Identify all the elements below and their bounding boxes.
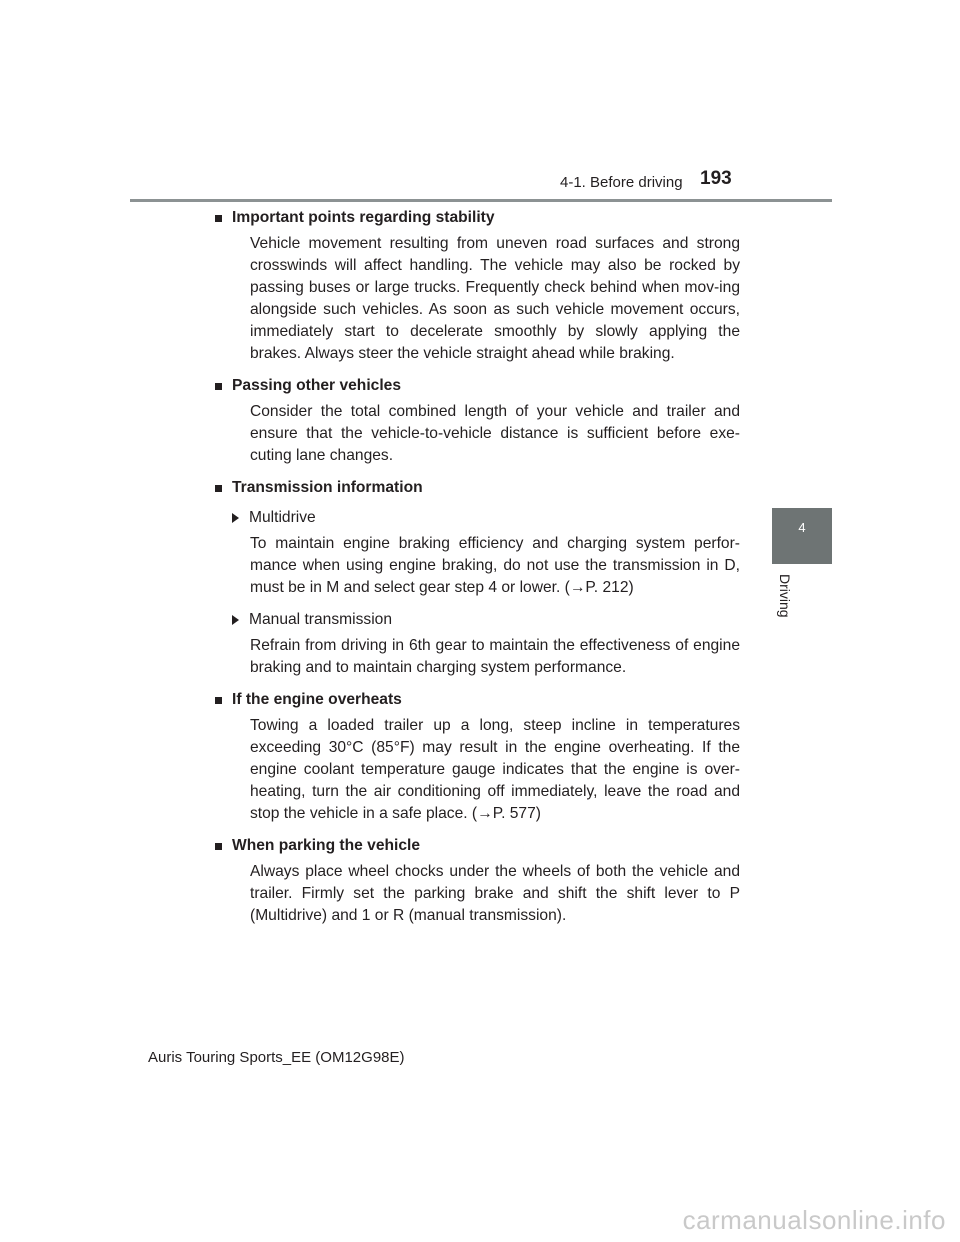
square-bullet-icon bbox=[215, 843, 222, 850]
square-bullet-icon bbox=[215, 383, 222, 390]
square-bullet-icon bbox=[215, 485, 222, 492]
paragraph: Towing a loaded trailer up a long, steep incline in temperatures exceeding 30°C (85°F) may result in the engine overheating. If the engine coolant temperature gauge indicates that the engine is over-heating, turn the air conditioning off immediately, leave the road and stop the vehicle in a safe place. (→P. 577) bbox=[250, 717, 740, 822]
paragraph: Always place wheel chocks under the wheels of both the vehicle and trailer. Firmly set the parking brake and shift the shift lever to P (Multidrive) and 1 or R (manual transmission). bbox=[250, 863, 740, 924]
sub-item-label: Manual transmission bbox=[232, 609, 740, 631]
triangle-bullet-icon bbox=[232, 513, 239, 523]
section-overheat bbox=[232, 689, 740, 825]
section-parking bbox=[232, 835, 740, 927]
section-stability bbox=[232, 207, 740, 365]
paragraph: Vehicle movement resulting from uneven road surfaces and strong crosswinds will affect handling. The vehicle may also be rocked by passing buses or large trucks. Frequently check behind when mov-ing alongside such vehicles. As soon as such vehicle movement occurs, immediately start to decelerate smoothly by slowly applying the brakes. Always steer the vehicle straight ahead while braking. bbox=[250, 235, 740, 362]
chapter-tab[interactable] bbox=[772, 508, 832, 564]
footer-document-id: Auris Touring Sports_EE (OM12G98E) bbox=[148, 1049, 405, 1066]
section-title: Important points regarding stability bbox=[215, 207, 740, 229]
watermark: carmanualsonline.info bbox=[682, 1205, 946, 1235]
page-number: 193 bbox=[700, 168, 732, 189]
paragraph: Refrain from driving in 6th gear to maintain the effectiveness of engine braking and to maintain charging system performance. bbox=[250, 637, 740, 676]
chapter-label: Driving bbox=[777, 574, 793, 618]
section-title: If the engine overheats bbox=[215, 689, 740, 711]
square-bullet-icon bbox=[215, 215, 222, 222]
paragraph: Consider the total combined length of your vehicle and trailer and ensure that the vehicle-to-vehicle distance is sufficient before exe-cuting lane changes. bbox=[250, 403, 740, 464]
header-section-title: 4-1. Before driving bbox=[560, 174, 683, 191]
page-content bbox=[232, 207, 740, 927]
section-transmission bbox=[232, 477, 740, 679]
chapter-number: 4 bbox=[798, 520, 806, 535]
section-title: When parking the vehicle bbox=[215, 835, 740, 857]
header-divider bbox=[130, 199, 832, 202]
section-title: Transmission information bbox=[215, 477, 740, 499]
paragraph: To maintain engine braking efficiency and charging system perfor-mance when using engine braking, do not use the transmission in D, must be in M and select gear step 4 or lower. (→P. 212) bbox=[250, 535, 740, 596]
sub-item-label: Multidrive bbox=[232, 507, 740, 529]
triangle-bullet-icon bbox=[232, 615, 239, 625]
square-bullet-icon bbox=[215, 697, 222, 704]
section-passing bbox=[232, 375, 740, 467]
section-title: Passing other vehicles bbox=[215, 375, 740, 397]
